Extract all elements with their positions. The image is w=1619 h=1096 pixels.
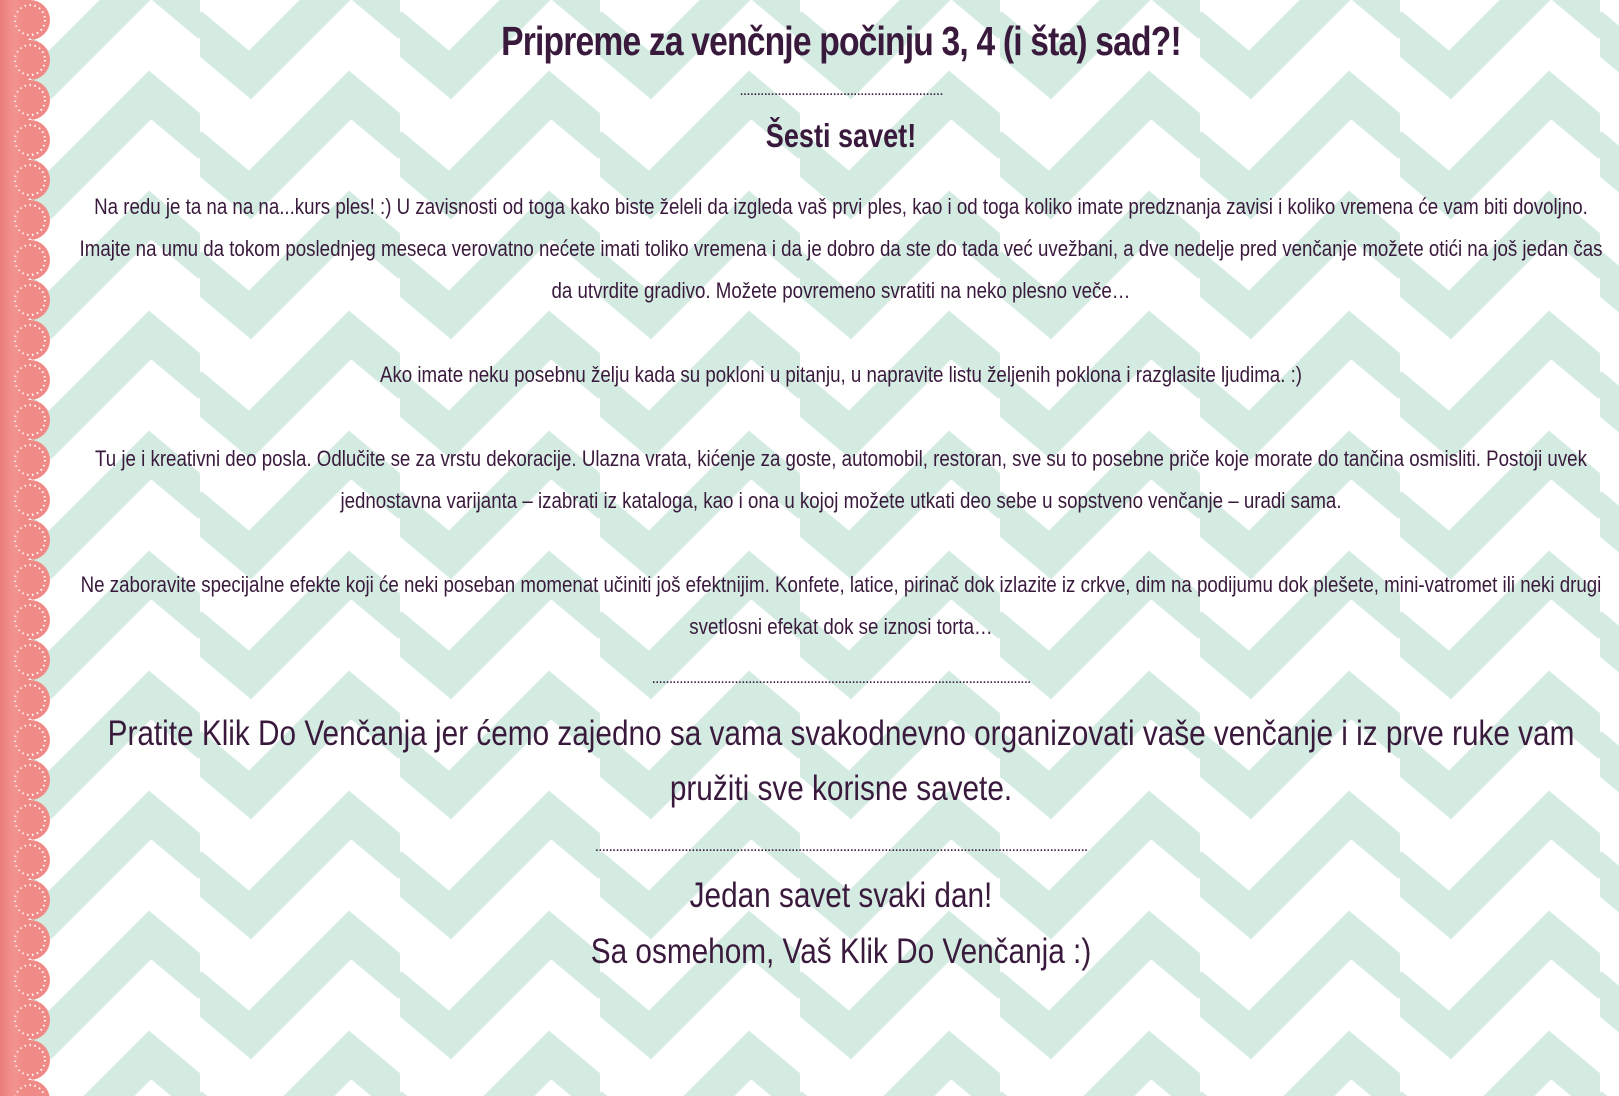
paragraph-decoration: Tu je i kreativni deo posla. Odlučite se za vrstu dekoracije. Ulazna vrata, kićenje za goste, automobil, restoran, sve su to posebne priče koje morate do tančina osmisliti. Postoji uvek jednostavna varijanta – izabrati iz kataloga, kao i ona u kojoj možete utkati deo sebe u sopstveno venčanje – uradi sama.	[95, 446, 1587, 513]
closing-signature	[191, 868, 1492, 980]
tip-subtitle: Šesti savet!	[765, 117, 917, 154]
follow-message: Pratite Klik Do Venčanja jer ćemo zajedno sa vama svakodnevno organizovati vaše venčanje i iz prve ruke vam pružiti sve korisne savete.	[107, 714, 1575, 808]
closing-line-signoff: Sa osmehom, Vaš Klik Do Venčanja :)	[590, 932, 1092, 971]
page-title: Pripreme za venčnje počinju 3, 4 (i šta) sad?!	[501, 18, 1181, 64]
article	[76, 0, 1606, 1096]
dotted-divider: ...........................................................	[739, 84, 943, 98]
paragraph-special-effects: Ne zaboravite specijalne efekte koji će neki poseban momenat učiniti još efektnijim. Konfete, latice, pirinač dok izlazite iz crkve, dim na podijumu dok plešete, mini-vatromet ili neki drugi svetlosni efekat dok se iznosi torta…	[80, 572, 1602, 639]
closing-line-daily-tip: Jedan savet svaki dan!	[689, 876, 993, 915]
paragraph-gift-list: Ako imate neku posebnu želju kada su pokloni u pitanju, u napravite listu željenih poklona i razglasite ljudima. :)	[379, 362, 1303, 387]
paragraph-dance-course: Na redu je ta na na na...kurs ples! :) U zavisnosti od toga kako biste želeli da izgleda vaš prvi ples, kao i od toga koliko imate predznanja zavisi i koliko vremena će vam biti dovoljno. Imajte na umu da tokom poslednjeg meseca verovatno nećete imati toliko vremena i da je dobro da ste do tada već uvežbani, a dve nedelje pred venčanje možete otići na još jedan čas da utvrdite gradivo. Možete povremeno svratiti na neko plesno veče…	[79, 194, 1603, 303]
scalloped-ribbon-border	[0, 0, 60, 1096]
dotted-divider: ...............................................................................................................................................	[594, 840, 1088, 854]
dotted-divider: ..............................................................................................................	[651, 672, 1031, 686]
